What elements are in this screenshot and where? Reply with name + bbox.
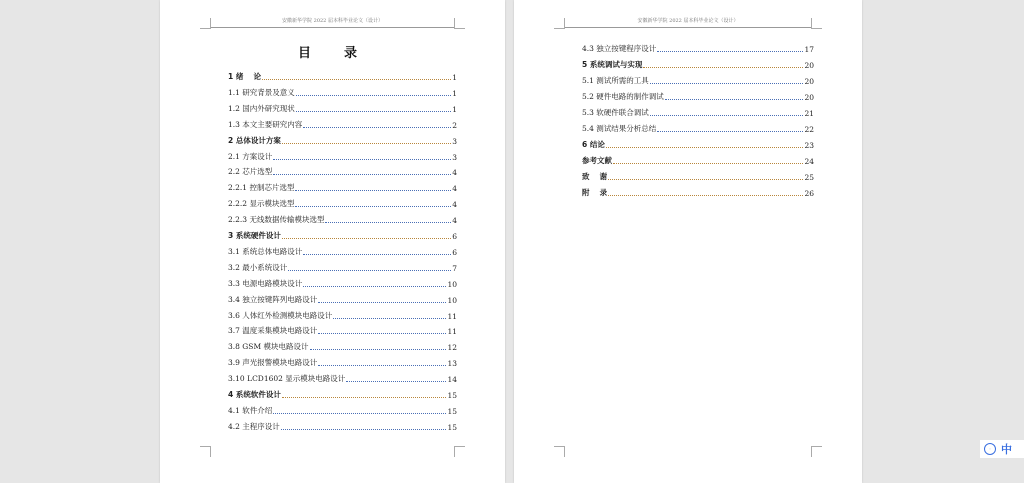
toc-entry[interactable] (582, 138, 814, 150)
toc-entry-label: 4.2 主程序设计 (228, 421, 280, 431)
page-header: 安徽新华学院 2022 届本科毕业论文（设计） (282, 18, 383, 24)
toc-entry-label: 2 总体设计方案 (228, 135, 281, 145)
toc-entry-page: 15 (447, 422, 457, 432)
toc-entry-label: 1 绪 论 (228, 72, 261, 81)
toc-entry[interactable] (228, 420, 457, 432)
toc-title: 目 录 (297, 46, 367, 61)
toc-entry-label: 2.2.2 显示模块选型 (228, 199, 295, 209)
toc-entry-page: 4 (452, 184, 457, 194)
dot-leader (318, 365, 446, 366)
toc-entry[interactable] (228, 134, 457, 146)
margin-corner (811, 446, 822, 457)
toc-entry-label: 3 系统硬件设计 (228, 231, 281, 240)
toc-entry-label: 附 录 (582, 188, 608, 197)
dot-leader (650, 115, 804, 116)
toc-entry-label: 4.3 独立按键程序设计 (582, 44, 657, 53)
ime-logo-icon: ◦ (984, 443, 996, 455)
toc-entry-label: 2.2.1 控制芯片选型 (228, 183, 295, 193)
document-page-2 (514, 0, 862, 483)
toc-entry-label: 5.4 测试结果分析总结 (582, 124, 657, 133)
toc-entry-label: 3.9 声光报警模块电路设计 (228, 358, 318, 368)
toc-entry-page: 24 (804, 157, 814, 166)
toc-entry[interactable] (228, 261, 457, 273)
toc-entry-label: 3.3 电源电路模块设计 (228, 278, 303, 288)
toc-entry[interactable] (228, 86, 457, 98)
toc-entry-page: 1 (452, 88, 457, 98)
toc-entry-label: 3.8 GSM 模块电路设计 (228, 342, 309, 352)
toc-entry[interactable] (582, 170, 814, 182)
toc-entry[interactable] (228, 102, 457, 114)
dot-leader (310, 349, 447, 350)
dot-leader (657, 131, 803, 132)
dot-leader (295, 206, 451, 207)
toc-entry-page: 20 (804, 77, 814, 86)
toc-entry-page: 14 (447, 375, 457, 385)
dot-leader (643, 67, 803, 68)
toc-entry-page: 22 (804, 125, 814, 134)
toc-entry[interactable] (582, 74, 814, 86)
toc-entry-label: 1.1 研究背景及意义 (228, 87, 295, 97)
dot-leader (346, 381, 446, 382)
margin-corner (554, 446, 565, 457)
toc-entry[interactable] (228, 356, 457, 368)
document-page-1 (160, 0, 505, 483)
toc-entry[interactable] (228, 165, 457, 177)
margin-corner (200, 18, 211, 29)
dot-leader (303, 127, 451, 128)
dot-leader (665, 99, 804, 100)
toc-entry-label: 2.1 方案设计 (228, 151, 273, 161)
toc-entry[interactable] (228, 118, 457, 130)
header-rule (564, 27, 812, 28)
dot-leader (606, 147, 804, 148)
toc-entry-page: 3 (452, 136, 457, 146)
toc-entry-label: 参考文献 (582, 156, 612, 165)
toc-entry-label: 1.3 本文主要研究内容 (228, 119, 303, 129)
toc-entry-page: 1 (452, 73, 457, 82)
dot-leader (273, 174, 451, 175)
ime-indicator[interactable] (980, 440, 1024, 458)
toc-entry[interactable] (228, 388, 457, 400)
dot-leader (325, 222, 451, 223)
toc-entry[interactable] (228, 372, 457, 384)
toc-entry-page: 4 (452, 216, 457, 226)
toc-entry-page: 20 (804, 93, 814, 102)
toc-entry-page: 26 (804, 189, 814, 198)
dot-leader (608, 195, 803, 196)
toc-entry[interactable] (228, 324, 457, 336)
toc-entry-page: 17 (804, 45, 814, 54)
toc-entry-page: 10 (447, 295, 457, 305)
toc-entry-label: 3.6 人体红外检测模块电路设计 (228, 310, 333, 320)
toc-entry-page: 12 (447, 343, 457, 353)
toc-entry-page: 3 (452, 152, 457, 162)
toc-entry-page: 6 (452, 247, 457, 257)
toc-entry[interactable] (228, 150, 457, 162)
toc-entry-page: 15 (447, 406, 457, 416)
dot-leader (333, 318, 446, 319)
toc-entry-label: 5.2 硬件电路的制作调试 (582, 92, 664, 101)
dot-leader (318, 333, 446, 334)
dot-leader (608, 179, 803, 180)
dot-leader (282, 143, 451, 144)
toc-entry[interactable] (228, 245, 457, 257)
toc-entry-label: 1.2 国内外研究现状 (228, 103, 295, 113)
margin-corner (200, 446, 211, 457)
toc-entry-page: 11 (447, 327, 457, 337)
dot-leader (273, 413, 446, 414)
dot-leader (296, 95, 451, 96)
dot-leader (296, 111, 451, 112)
toc-entry[interactable] (582, 90, 814, 102)
toc-entry-page: 11 (447, 311, 457, 321)
toc-entry[interactable] (228, 277, 457, 289)
toc-entry[interactable] (228, 181, 457, 193)
dot-leader (295, 190, 451, 191)
margin-corner (554, 18, 565, 29)
dot-leader (282, 238, 451, 239)
header-rule (210, 27, 455, 28)
toc-entry-page: 2 (452, 120, 457, 130)
toc-entry[interactable] (228, 293, 457, 305)
toc-entry[interactable] (228, 213, 457, 225)
dot-leader (262, 79, 451, 80)
toc-entry[interactable] (582, 106, 814, 118)
toc-entry[interactable] (228, 70, 457, 82)
toc-entry-page: 20 (804, 61, 814, 70)
dot-leader (318, 302, 446, 303)
toc-entry-label: 2.2 芯片选型 (228, 167, 273, 177)
dot-leader (613, 163, 803, 164)
dot-leader (288, 270, 451, 271)
toc-entry-label: 6 结论 (582, 140, 605, 149)
toc-entry-label: 3.1 系统总体电路设计 (228, 246, 303, 256)
toc-entry[interactable] (582, 186, 814, 198)
toc-entry-label: 5.1 测试所需的工具 (582, 76, 649, 85)
toc-entry-label: 2.2.3 无线数据传输模块选型 (228, 215, 325, 225)
margin-corner (811, 18, 822, 29)
page-header: 安徽新华学院 2022 届本科毕业论文（设计） (637, 18, 739, 24)
toc-entry-page: 15 (447, 391, 457, 400)
ime-mode[interactable]: 中 (1001, 443, 1012, 456)
toc-entry-page: 1 (452, 104, 457, 114)
toc-entry-label: 3.4 独立按键阵列电路设计 (228, 294, 318, 304)
dot-leader (281, 429, 447, 430)
toc-entry[interactable] (228, 404, 457, 416)
toc-entry[interactable] (228, 309, 457, 321)
toc-entry-page: 6 (452, 232, 457, 241)
margin-corner (454, 18, 465, 29)
dot-leader (650, 83, 804, 84)
toc-entry-page: 4 (452, 200, 457, 210)
toc-entry-label: 5.3 软硬件联合调试 (582, 108, 649, 117)
dot-leader (303, 254, 451, 255)
toc-entry-page: 23 (804, 141, 814, 150)
toc-entry-page: 25 (804, 173, 814, 182)
toc-entry-label: 致 谢 (582, 172, 608, 181)
dot-leader (303, 286, 446, 287)
toc-entry-label: 3.7 温度采集模块电路设计 (228, 326, 318, 336)
toc-entry-page: 7 (452, 263, 457, 273)
toc-entry-page: 10 (447, 279, 457, 289)
toc-entry-page: 21 (804, 109, 814, 118)
toc-entry-label: 3.2 最小系统设计 (228, 262, 288, 272)
toc-entry[interactable] (228, 340, 457, 352)
toc-entry[interactable] (228, 229, 457, 241)
toc-entry[interactable] (582, 154, 814, 166)
dot-leader (273, 159, 451, 160)
toc-entry-label: 3.10 LCD1602 显示模块电路设计 (228, 374, 346, 384)
toc-entry[interactable] (582, 122, 814, 134)
toc-entry[interactable] (582, 58, 814, 70)
dot-leader (282, 397, 447, 398)
toc-entry[interactable] (582, 42, 814, 54)
toc-entry-page: 4 (452, 168, 457, 178)
dot-leader (657, 51, 803, 52)
toc-entry-page: 13 (447, 359, 457, 369)
margin-corner (454, 446, 465, 457)
toc-entry[interactable] (228, 197, 457, 209)
toc-entry-label: 5 系统调试与实现 (582, 60, 643, 69)
toc-entry-label: 4.1 软件介绍 (228, 405, 273, 415)
toc-entry-label: 4 系统软件设计 (228, 390, 281, 399)
